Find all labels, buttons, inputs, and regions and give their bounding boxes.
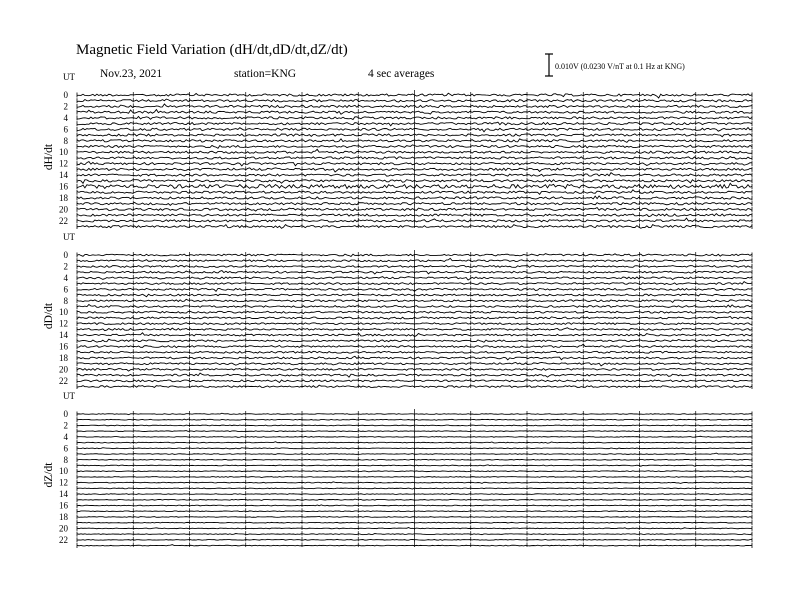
hour-tick-label: 14 (59, 170, 68, 181)
ut-label: UT (63, 72, 75, 82)
hour-tick-label: 14 (59, 489, 68, 500)
panel-label: dD/dt (43, 302, 55, 330)
panel-dZ-dt (43, 391, 752, 548)
hour-tick-label: 2 (63, 101, 68, 112)
hour-tick-label: 4 (63, 112, 68, 123)
hour-tick-label: 2 (63, 261, 68, 272)
hour-tick-label: 0 (63, 250, 68, 260)
hour-tick-label: 10 (59, 147, 68, 158)
panel-dH-dt (43, 72, 752, 229)
date-label: Nov.23, 2021 (100, 68, 163, 80)
hour-tick-label: 18 (59, 352, 68, 363)
panel-label: dH/dt (43, 143, 55, 171)
panel-dD-dt (43, 232, 752, 389)
hour-tick-label: 22 (59, 375, 68, 386)
hour-tick-label: 0 (63, 409, 68, 419)
hour-tick-label: 20 (59, 523, 68, 534)
hour-tick-label: 10 (59, 466, 68, 477)
hour-tick-label: 22 (59, 534, 68, 545)
hour-tick-label: 20 (59, 364, 68, 375)
hour-tick-label: 12 (59, 477, 68, 488)
hour-tick-label: 20 (59, 204, 68, 215)
scale-bar (545, 54, 553, 76)
hour-tick-label: 0 (63, 90, 68, 100)
hour-tick-label: 12 (59, 158, 68, 169)
ut-label: UT (63, 391, 75, 401)
hour-tick-label: 4 (63, 272, 68, 283)
hour-tick-label: 18 (59, 511, 68, 522)
hour-tick-label: 22 (59, 215, 68, 226)
hour-tick-label: 8 (63, 454, 68, 465)
station-label: station=KNG (234, 68, 297, 80)
ut-label: UT (63, 232, 75, 242)
hour-tick-label: 6 (63, 284, 68, 295)
hour-tick-label: 6 (63, 443, 68, 454)
figure-title: Magnetic Field Variation (dH/dt,dD/dt,dZ/dt) (76, 42, 348, 58)
hour-tick-label: 18 (59, 192, 68, 203)
averaging-label: 4 sec averages (368, 68, 435, 80)
hour-tick-label: 16 (59, 341, 68, 352)
hour-tick-label: 6 (63, 124, 68, 135)
hour-tick-label: 12 (59, 318, 68, 329)
hour-tick-label: 2 (63, 420, 68, 431)
hour-tick-label: 14 (59, 330, 68, 341)
hour-tick-label: 4 (63, 431, 68, 442)
panel-label: dZ/dt (43, 462, 55, 488)
hour-tick-label: 10 (59, 307, 68, 318)
hour-tick-label: 8 (63, 135, 68, 146)
panels (43, 72, 752, 548)
hour-tick-label: 16 (59, 500, 68, 511)
hour-tick-label: 16 (59, 181, 68, 192)
scale-label: 0.010V (0.0230 V/nT at 0.1 Hz at KNG) (555, 62, 685, 71)
hour-tick-label: 8 (63, 295, 68, 306)
